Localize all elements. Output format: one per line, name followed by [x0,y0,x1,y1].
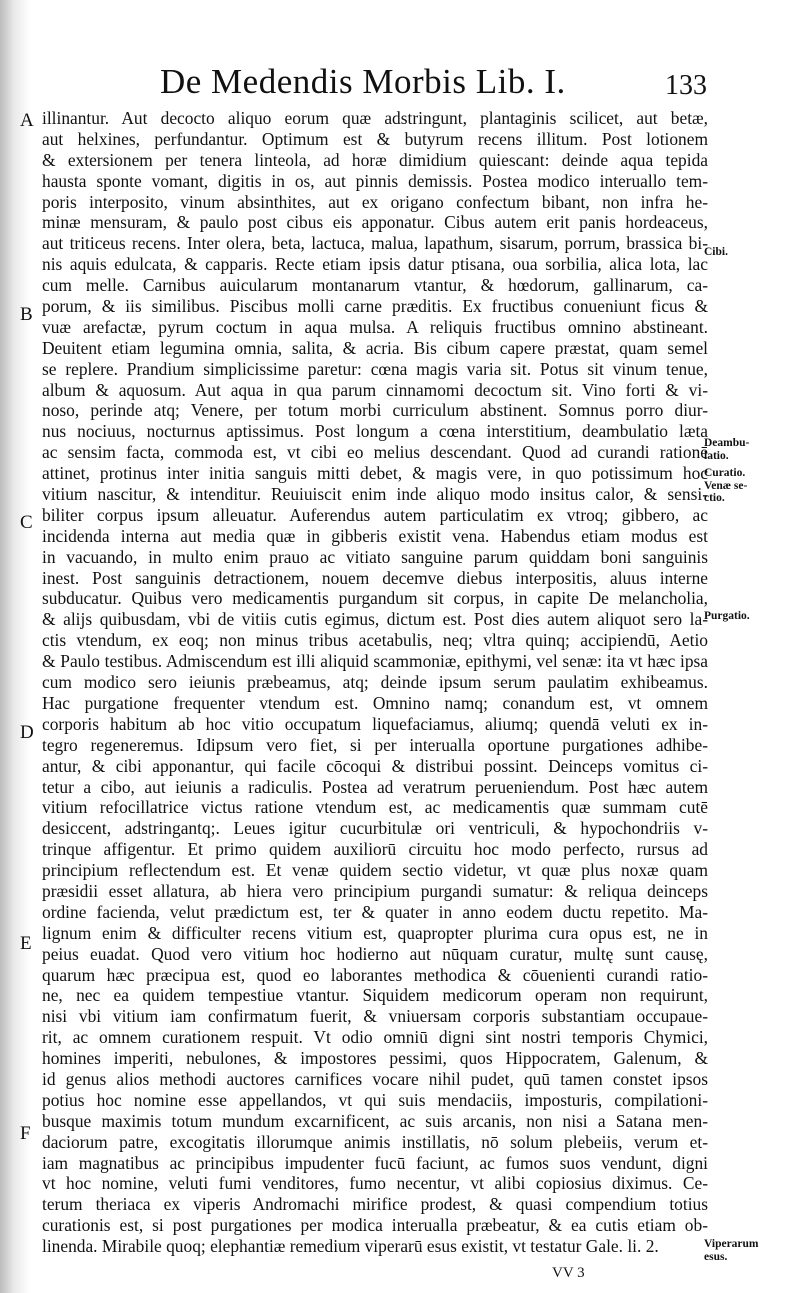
text-line: nis aquis edulcata, & capparis. Recte etiam ipsis datur ptisana, oua sorbilia, alica lota, lac [42,254,708,275]
text-line: biliter corpus ipsum alleuatur. Auferendus autem particulatim ex vtroq; gibbero, ac [42,504,708,525]
text-line: vuæ arefactæ, pyrum coctum in aqua mulsa. A reliquis fructibus omnino abstineant. [42,316,708,337]
margin-note-purgatio: Purgatio. [704,610,750,622]
text-line: minæ mensuram, & paulo post cibus eis apponatur. Cibus autem erit panis hordeaceus, [42,212,708,233]
text-line: rit, ac omnem curationem respuit. Vt odio omniū digni sint nostri temporis Chymici, [42,1027,708,1048]
margin-note-viperarum: Viperarum esus. [704,1238,759,1263]
text-line: ac sensim facta, commoda est, vt cibi eo melius descendant. Quod ad curandi rationē [42,442,708,463]
text-line: trinque affigentur. Et primo quidem auxiliorū circuitu hoc modo perfecto, rursus ad [42,839,708,860]
text-line: aut helxines, perfundantur. Optimum est & butyrum recens illitum. Post lotionem [42,128,708,149]
text-line: & Paulo testibus. Admiscendum est illi aliquid scammoniæ, epithymi, vel senæ: ita vt hæc ipsa [42,651,708,672]
text-line: tetur a cibo, aut ieiunis a radiculis. Postea ad veratrum perueniendum. Post hæc autem [42,776,708,797]
catchword: VV 3 [552,1265,585,1281]
section-letter-d: D [20,722,34,743]
section-letter-f: F [20,1123,31,1144]
text-line: & alijs quibusdam, vbi de vitiis cutis egimus, dictum est. Post dies autem aliquot sero la- [42,609,708,630]
text-line: cum melle. Carnibus auicularum montanarum vtantur, & hœdorum, gallinarum, ca- [42,275,708,296]
text-line: album & aquosum. Aut aqua in qua parum cinnamomi decoctum sit. Vino forti & vi- [42,379,708,400]
text-line: curationis est, si post purgationes per modica interualla præbeatur, & ea cutis etiam ob- [42,1215,708,1236]
text-line: attinet, protinus inter initia sanguis mitti debet, & magis vere, in quo potissimum hoc [42,463,708,484]
text-line: in vacuando, in multo enim prauo ac vitiato sanguine parum quiddam boni sanguinis [42,546,708,567]
text-line: nus nociuus, nocturnus aptissimus. Post longum a cœna interstitium, deambulatio læta [42,421,708,442]
text-line: incidenda interna aut media quæ in gibberis existit vena. Habendus etiam modus est [42,525,708,546]
text-line: lignum enim & difficulter recens vitium est, quapropter plurima cura opus est, ne in [42,922,708,943]
text-line: nisi vbi vitium iam confirmatum fuerit, & vniuersam corporis substantiam occupaue- [42,1006,708,1027]
text-line: tegro regeneremus. Idipsum vero fiet, si per interualla oportune purgationes adhibe- [42,734,708,755]
text-line: illinantur. Aut decocto aliquo eorum quæ adstringunt, plantaginis scilicet, aut betæ, [42,108,708,128]
text-line: peius euadat. Quod vero vitium hoc hodierno aut nūquam curatur, multę sunt causę, [42,943,708,964]
text-line: antur, & cibi apponantur, qui facile cōcoqui & distribui possint. Deinceps vomitus ci- [42,755,708,776]
page-number: 133 [665,70,707,101]
text-line: se replere. Prandium simplicissime paretur: cœna magis varia sit. Potus sit vinum tenue, [42,358,708,379]
text-line: desiccent, adstringantq;. Leues igitur cucurbitulæ ori ventriculi, & hypochondriis v- [42,818,708,839]
text-line: subducatur. Quibus vero medicamentis purgandum sit corpus, in capite De melancholia, [42,588,708,609]
text-line: Deuitent etiam legumina omnia, salita, & acria. Bis cibum capere præstat, quam semel [42,337,708,358]
text-line: id genus alios methodi auctores carnifices vocare nihil pudet, quū tamen constet ipsos [42,1068,708,1089]
text-line: porum, & iis similibus. Piscibus molli carne præditis. Ex fructibus conueniunt ficus & [42,296,708,317]
text-line: aut triticeus recens. Inter olera, beta, lactuca, malua, lapathum, sisarum, porrum, brassica bi- [42,233,708,254]
text-line: vitium refocillatrice victus ratione vtendum est, ac medicamentis quæ summam cutē [42,797,708,818]
text-line: hausta sponte vomant, digitis in os, aut pinnis demissis. Postea modico interuallo tem- [42,170,708,191]
text-line: principium reflectendum est. Et venæ quidem sectio videtur, vt quæ plus noxæ quam [42,860,708,881]
margin-note-curatio: Curatio. Venæ se- ctio. [704,467,748,504]
text-line: busque maximis totum mundum excarnificent, ac suis arcanis, non nisi a Satana men- [42,1110,708,1131]
text-line: vitium nascitur, & intenditur. Reuiuiscit enim inde aliquo modo insitus calor, & sensi- [42,484,708,505]
text-line: præsidii esset allatura, ab hiera vero principium purgandi sumatur: & reliqua deinceps [42,880,708,901]
section-letter-a: A [20,110,34,131]
page-header [160,62,707,112]
text-line: noso, perinde atq; Venere, per totum morbi curriculum abstinent. Somnus porro diur- [42,400,708,421]
text-line: homines imperiti, nebulones, & impostores pessimi, quos Hippocratem, Galenum, & [42,1048,708,1069]
text-line: & extersionem per tenera linteola, ad horæ dimidium quiescant: deinde aqua tepida [42,149,708,170]
text-line: ctis vtendum, ex eoq; non minus tribus acetabulis, neq; vltra quinq; accipiendū, Aetio [42,630,708,651]
text-line: iam magnatibus ac principibus impudenter fucū faciunt, ac fumos suos vendunt, digni [42,1152,708,1173]
text-line: quarum hæc præcipua est, quod eo laborantes methodica & cōuenienti curandi ratio- [42,964,708,985]
body-text [42,108,708,1257]
text-line: poris interposito, vinum absinthites, aut ex origano confectum bibant, non infra he- [42,191,708,212]
text-line: terum theriaca ex viperis Andromachi mirifice prodest, & quasi compendium totius [42,1194,708,1215]
section-letter-e: E [20,933,32,954]
text-line: ne, nec ea quidem tempestiue vtantur. Siquidem medicorum operam non requirunt, [42,985,708,1006]
section-letter-b: B [20,304,33,325]
margin-note-deambulatio: Deambu- latio. [704,437,750,462]
margin-note-cibi: Cibi. [704,246,728,258]
text-line: linenda. Mirabile quoq; elephantiæ remedium viperarū esus existit, vt testatur Gale. li. 2. [42,1236,659,1257]
running-head: De Medendis Morbis Lib. I. [160,62,566,101]
text-line: daciorum patre, excogitatis illorumque animis instillatis, nō solum plebeiis, verum et- [42,1131,708,1152]
text-line: Hac purgatione frequenter vtendum est. Omnino namq; conandum est, vt omnem [42,692,708,713]
text-line: cum modico sero ieiunis præbeamus, atq; deinde ipsum serum paulatim exhibeamus. [42,672,708,693]
section-letter-c: C [20,512,33,533]
text-line: potius hoc nomine esse appellandos, vt qui suis mendaciis, imposturis, compilationi- [42,1089,708,1110]
text-line: vt hoc nomine, veluti fumi venditores, fumo necentur, vt alibi copiosius diximus. Ce- [42,1173,708,1194]
text-line: ordine facienda, velut prædictum est, ter & quater in anno eodem ductu repetito. Ma- [42,901,708,922]
text-line: inest. Post sanguinis detractionem, nouem decemve diebus interpositis, aluus interne [42,567,708,588]
text-line: corporis habitum ab hoc vitio occupatum liquefaciamus, aliumq; quendā veluti ex in- [42,713,708,734]
